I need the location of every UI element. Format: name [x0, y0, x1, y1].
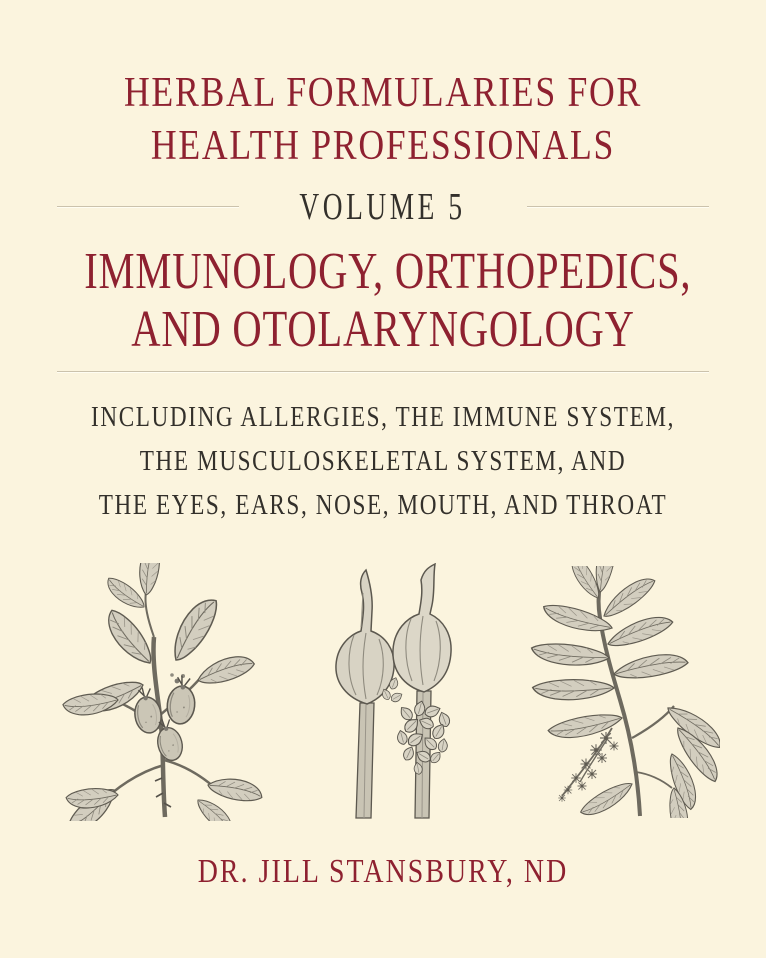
series-title-line2: HEALTH PROFESSIONALS: [150, 123, 616, 169]
volume-label: VOLUME 5: [299, 186, 467, 228]
garlic-illustration: [302, 563, 472, 821]
series-title-line1: HERBAL FORMULARIES FOR: [123, 70, 643, 116]
subtitle-line3: THE EYES, EARS, NOSE, MOUTH, AND THROAT: [98, 489, 668, 521]
botanical-illustrations: [0, 560, 766, 824]
divider-rule: [57, 371, 709, 373]
subtitle-line2: THE MUSCULOSKELETAL SYSTEM, AND: [139, 445, 627, 477]
licorice-illustration: [490, 566, 720, 818]
series-title: [57, 67, 708, 173]
volume-row: [57, 188, 709, 226]
main-title-line2: AND OTOLARYNGOLOGY: [131, 301, 635, 358]
main-title-line1: IMMUNOLOGY, ORTHOPEDICS,: [84, 243, 692, 300]
subtitle-line1: INCLUDING ALLERGIES, THE IMMUNE SYSTEM,: [91, 401, 675, 433]
subtitle: [77, 395, 690, 527]
volume-rule-right: [527, 206, 709, 208]
rosehip-illustration: [46, 563, 284, 821]
main-title: [84, 243, 692, 359]
volume-rule-left: [57, 206, 239, 208]
author-name: DR. JILL STANSBURY, ND: [197, 853, 569, 890]
